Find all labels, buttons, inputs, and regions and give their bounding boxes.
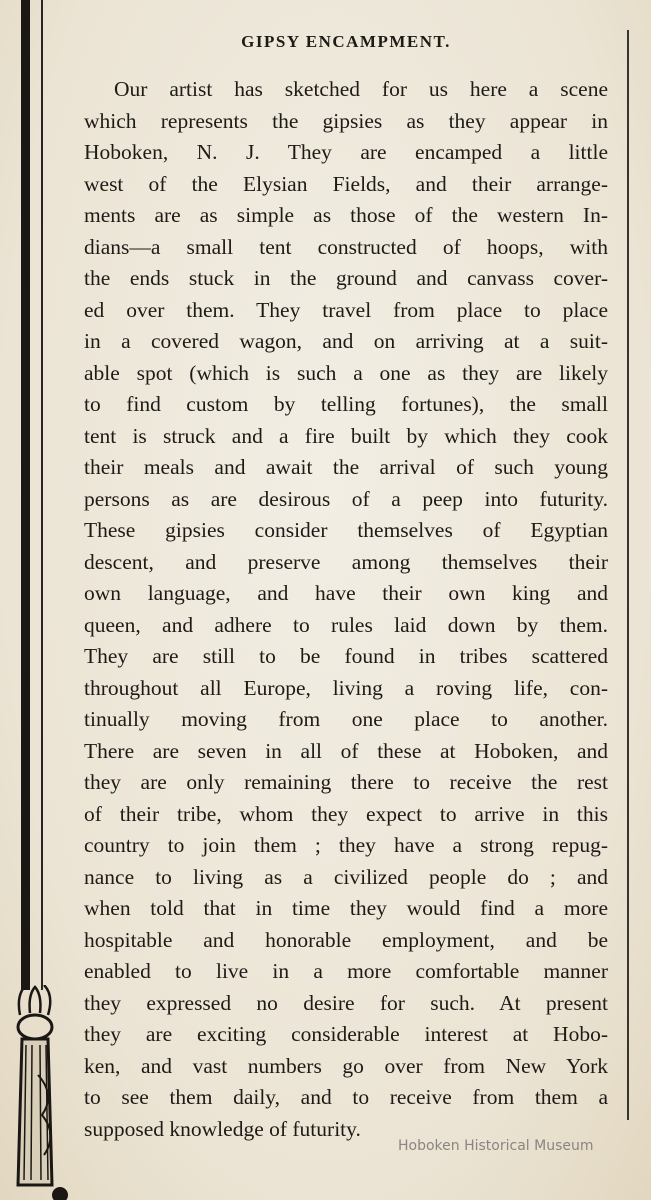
text-line: the ends stuck in the ground and canvass cover- <box>84 266 608 290</box>
text-line: they are only remaining there to receive the rest <box>84 770 608 794</box>
text-line: dians—a small tent constructed of hoops, with <box>84 234 608 259</box>
border-rule-thin <box>41 0 43 990</box>
text-line: ken, and vast numbers go over from New York <box>84 1053 608 1078</box>
text-line: throughout all Europe, living a roving life, con- <box>84 675 608 700</box>
text-line: Hoboken, N. J. They are encamped a little <box>84 140 608 164</box>
text-line: ments are as simple as those of the western In- <box>84 203 608 227</box>
text-line: of their tribe, whom they expect to arrive in this <box>84 801 608 826</box>
text-line: hospitable and honorable employment, and be <box>84 927 608 952</box>
text-line: country to join them ; they have a strong repug- <box>84 833 608 857</box>
article-title: GIPSY ENCAMPMENT. <box>241 32 451 51</box>
text-line: to find custom by telling fortunes), the small <box>84 392 608 416</box>
text-line: west of the Elysian Fields, and their arrange- <box>84 171 608 196</box>
text-line: tinually moving from one place to another. <box>84 707 608 731</box>
text-line: which represents the gipsies as they appear in <box>84 108 608 133</box>
text-line: These gipsies consider themselves of Egyptian <box>84 518 608 542</box>
text-line: persons as are desirous of a peep into futurity. <box>84 486 608 511</box>
text-line: own language, and have their own king and <box>84 581 608 605</box>
text-line: supposed knowledge of futurity. <box>84 1116 361 1141</box>
text-line: queen, and adhere to rules laid down by them. <box>84 612 608 637</box>
text-line: to see them daily, and to receive from them a <box>84 1085 608 1109</box>
text-line: when told that in time they would find a more <box>84 896 608 920</box>
column-rule-right <box>627 30 629 1120</box>
text-line: nance to living as a civilized people do ; and <box>84 864 608 889</box>
text-line: Our artist has sketched for us here a scene <box>114 77 608 101</box>
text-line: in a covered wagon, and on arriving at a suit- <box>84 329 608 353</box>
text-line: they expressed no desire for such. At present <box>84 990 608 1015</box>
decorative-ornament-icon <box>8 985 68 1200</box>
watermark: Hoboken Historical Museum <box>398 1138 594 1154</box>
text-line: they are exciting considerable interest at Hobo- <box>84 1022 608 1046</box>
text-line: ed over them. They travel from place to place <box>84 297 608 322</box>
text-line: descent, and preserve among themselves their <box>84 549 608 574</box>
text-line: There are seven in all of these at Hoboken, and <box>84 738 608 763</box>
border-rule-thick <box>21 0 30 990</box>
text-line: enabled to live in a more comfortable manner <box>84 959 608 983</box>
text-line: They are still to be found in tribes scattered <box>84 644 608 668</box>
text-line: their meals and await the arrival of such young <box>84 455 608 479</box>
text-line: able spot (which is such a one as they are likely <box>84 360 608 385</box>
text-line: tent is struck and a fire built by which they cook <box>84 423 608 448</box>
article-body <box>84 74 608 1145</box>
